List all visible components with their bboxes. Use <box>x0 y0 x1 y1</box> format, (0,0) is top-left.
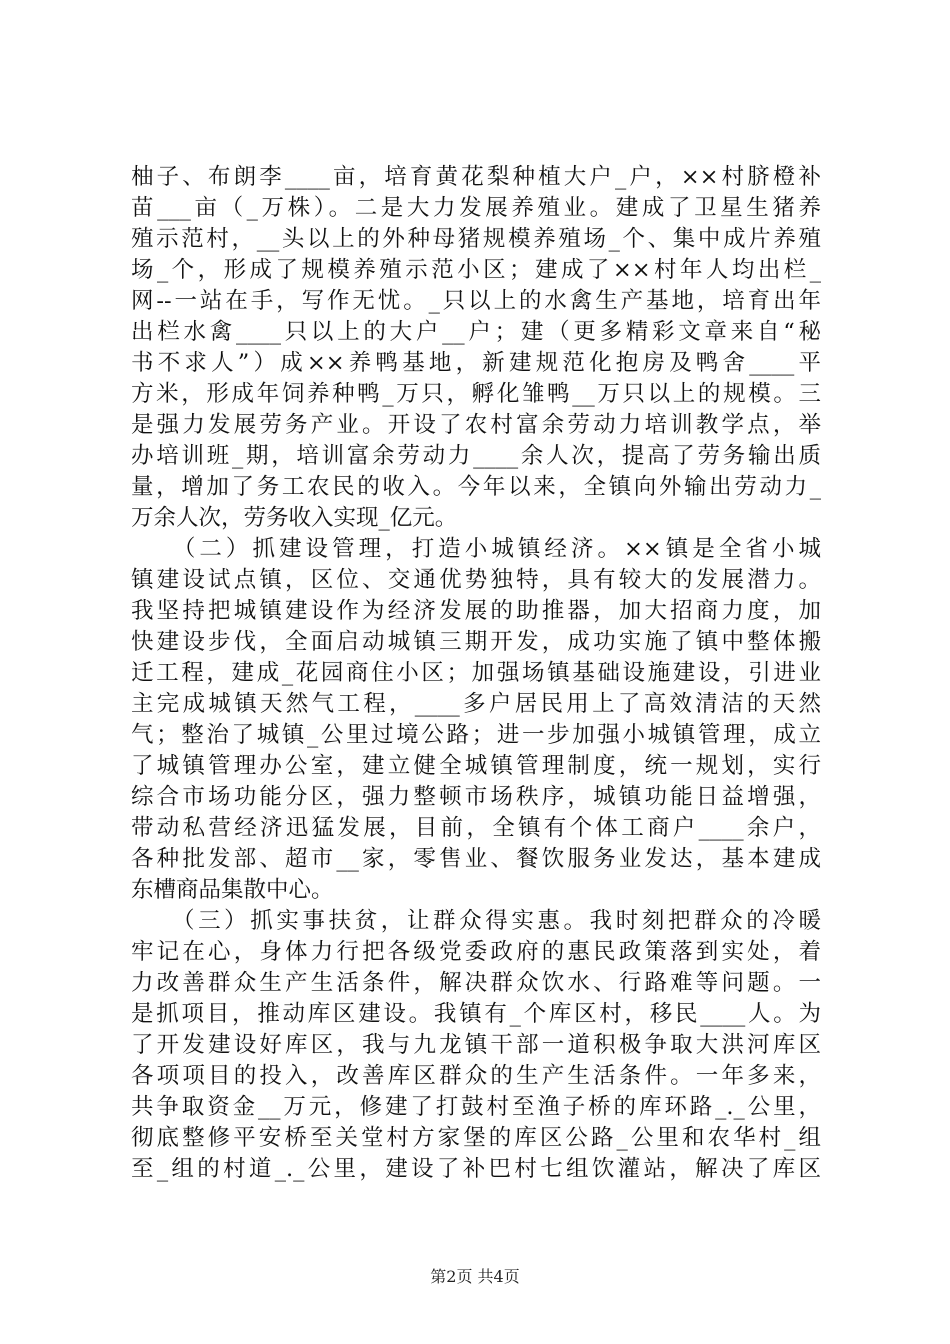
text-line: 至_组的村道_._公里，建设了补巴村七组饮灌站，解决了库区 <box>131 1156 821 1182</box>
text-line: 主完成城镇天然气工程，____多户居民用上了高效清洁的天然 <box>131 691 821 717</box>
text-line: 是抓项目，推动库区建设。我镇有_个库区村，移民____人。为 <box>131 1001 821 1027</box>
text-line: 殖示范村，__头以上的外种母猪规模养殖场_个、集中成片养殖 <box>131 226 821 252</box>
text-line: 共争取资金__万元，修建了打鼓村至渔子桥的库环路_._公里， <box>131 1094 821 1120</box>
text-line: 网--一站在手，写作无忧。_只以上的水禽生产基地，培育出年 <box>131 288 821 314</box>
text-line: （三）抓实事扶贫，让群众得实惠。我时刻把群众的冷暖 <box>131 908 821 934</box>
text-line: 彻底整修平安桥至关堂村方家堡的库区公路_公里和农华村_组 <box>131 1125 821 1151</box>
text-line: 快建设步伐，全面启动城镇三期开发，成功实施了镇中整体搬 <box>131 629 821 655</box>
text-line: 镇建设试点镇，区位、交通优势独特，具有较大的发展潜力。 <box>131 567 821 593</box>
text-line: 了开发建设好库区，我与九龙镇干部一道积极争取大洪河库区 <box>131 1032 821 1058</box>
text-line: 场_个，形成了规模养殖示范小区；建成了××村年人均出栏_ <box>131 257 821 283</box>
text-line: 我坚持把城镇建设作为经济发展的助推器，加大招商力度，加 <box>131 598 821 624</box>
text-line: 书不求人”）成××养鸭基地，新建规范化抱房及鸭舍____平 <box>131 350 821 376</box>
text-line: 方米，形成年饲养种鸭_万只，孵化雏鸭__万只以上的规模。三 <box>131 381 821 407</box>
text-line: 出栏水禽____只以上的大户__户；建（更多精彩文章来自“秘 <box>131 319 821 345</box>
text-line: 苗___亩（_万株）。二是大力发展养殖业。建成了卫星生猪养 <box>131 195 821 221</box>
page-footer <box>0 1266 950 1288</box>
body-text <box>131 162 821 1185</box>
text-line: 了城镇管理办公室，建立健全城镇管理制度，统一规划，实行 <box>131 753 821 779</box>
text-line: 各种批发部、超市__家，零售业、餐饮服务业发达，基本建成 <box>131 846 821 872</box>
text-line: 量，增加了务工农民的收入。今年以来，全镇向外输出劳动力_ <box>131 474 821 500</box>
text-line: 东槽商品集散中心。 <box>131 877 334 903</box>
text-line: 带动私营经济迅猛发展，目前，全镇有个体工商户____余户， <box>131 815 821 841</box>
text-line: 迁工程，建成_花园商住小区；加强场镇基础设施建设，引进业 <box>131 660 821 686</box>
text-line: 万余人次，劳务收入实现_亿元。 <box>131 505 458 531</box>
text-line: 是强力发展劳务产业。开设了农村富余劳动力培训教学点，举 <box>131 412 821 438</box>
text-line: （二）抓建设管理，打造小城镇经济。××镇是全省小城 <box>131 536 821 562</box>
text-line: 力改善群众生产生活条件，解决群众饮水、行路难等问题。一 <box>131 970 821 996</box>
page-number: 第2页 共4页 <box>430 1267 520 1286</box>
text-line: 柚子、布朗李____亩，培育黄花梨种植大户_户，××村脐橙补 <box>131 164 821 190</box>
text-line: 综合市场功能分区，强力整顿市场秩序，城镇功能日益增强， <box>131 784 821 810</box>
text-line: 各项项目的投入，改善库区群众的生产生活条件。一年多来， <box>131 1063 821 1089</box>
text-line: 气；整治了城镇_公里过境公路；进一步加强小城镇管理，成立 <box>131 722 821 748</box>
text-line: 办培训班_期，培训富余劳动力____余人次，提高了劳务输出质 <box>131 443 821 469</box>
text-line: 牢记在心，身体力行把各级党委政府的惠民政策落到实处，着 <box>131 939 821 965</box>
